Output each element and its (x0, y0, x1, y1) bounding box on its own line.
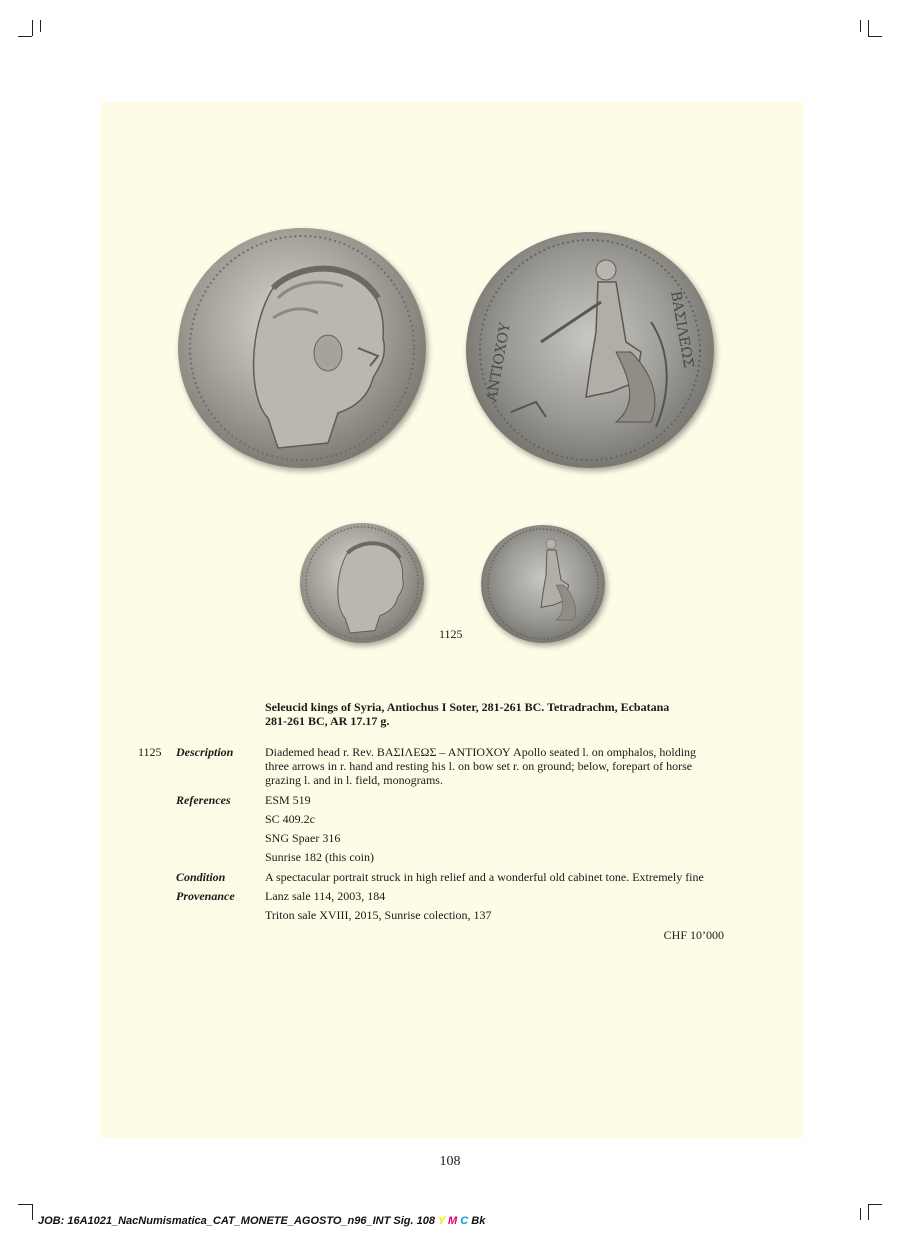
crop-mark-top-right (868, 20, 869, 36)
provenance-label: Provenance (176, 889, 235, 903)
crop-mark-bottom-right (860, 1208, 861, 1220)
portrait-head-icon (178, 228, 426, 468)
references-label: References (176, 793, 231, 807)
svg-text:ΑΝΤΙΟΧΟΥ: ΑΝΤΙΟΧΟΥ (484, 321, 514, 403)
reference-item: SNG Spaer 316 (265, 831, 341, 845)
seated-apollo-icon (481, 525, 605, 643)
lot-title-line-2: 281-261 BC, AR 17.17 g. (265, 714, 390, 728)
crop-mark-top-right (860, 20, 861, 32)
provenance-item: Lanz sale 114, 2003, 184 (265, 889, 386, 903)
print-job-text: JOB: 16A1021_NacNumismatica_CAT_MONETE_AGOSTO_n96_INT Sig. 108 (38, 1215, 435, 1227)
reference-item: Sunrise 182 (this coin) (265, 850, 374, 864)
seated-apollo-icon (466, 232, 714, 468)
condition-label: Condition (176, 870, 226, 884)
description-line: three arrows in r. hand and resting his l. on bow set r. on ground; below, forepart of horse (265, 759, 693, 773)
description-label: Description (176, 745, 234, 759)
image-caption-lot-number: 1125 (439, 627, 463, 641)
cmyk-cyan-mark: C (460, 1215, 469, 1227)
crop-mark-bottom-right (868, 1204, 869, 1220)
cmyk-black-mark: Bk (471, 1215, 486, 1227)
print-job-slug (38, 1215, 485, 1227)
crop-mark-bottom-left (32, 1204, 33, 1220)
condition-text: A spectacular portrait struck in high relief and a wonderful old cabinet tone. Extremely fine (265, 870, 704, 884)
description-line: Diademed head r. Rev. ΒΑΣΙΛΕΩΣ – ΑΝΤΙΟΧΟΥ Apollo seated l. on omphalos, holding (265, 745, 697, 759)
small-reverse-coin-image (481, 525, 605, 643)
svg-text:ΒΑΣΙΛΕΩΣ: ΒΑΣΙΛΕΩΣ (667, 289, 697, 370)
cmyk-magenta-mark: M (448, 1215, 458, 1227)
reference-item: SC 409.2c (265, 812, 316, 826)
description-text (265, 745, 725, 787)
provenance-item: Triton sale XVIII, 2015, Sunrise colection, 137 (265, 908, 492, 922)
lot-title-line-1: Seleucid kings of Syria, Antiochus I Soter, 281-261 BC. Tetradrachm, Ecbatana (265, 700, 670, 714)
crop-mark-bottom-left (18, 1204, 32, 1205)
estimate-price: CHF 10’000 (663, 928, 724, 942)
crop-mark-top-left (18, 36, 32, 37)
portrait-head-icon (300, 523, 424, 643)
lot-title (265, 700, 725, 728)
description-line: grazing l. and in l. field, monograms. (265, 773, 443, 787)
lot-number: 1125 (138, 745, 162, 759)
crop-mark-bottom-right (868, 1204, 882, 1205)
reference-item: ESM 519 (265, 793, 311, 807)
crop-mark-top-right (868, 36, 882, 37)
small-obverse-coin-image (300, 523, 424, 643)
large-reverse-coin-image (466, 232, 714, 468)
cmyk-yellow-mark: Y (437, 1215, 445, 1227)
page-number: 108 (439, 1154, 461, 1169)
crop-mark-top-left (40, 20, 41, 32)
large-obverse-coin-image (178, 228, 426, 468)
crop-mark-top-left (32, 20, 33, 36)
